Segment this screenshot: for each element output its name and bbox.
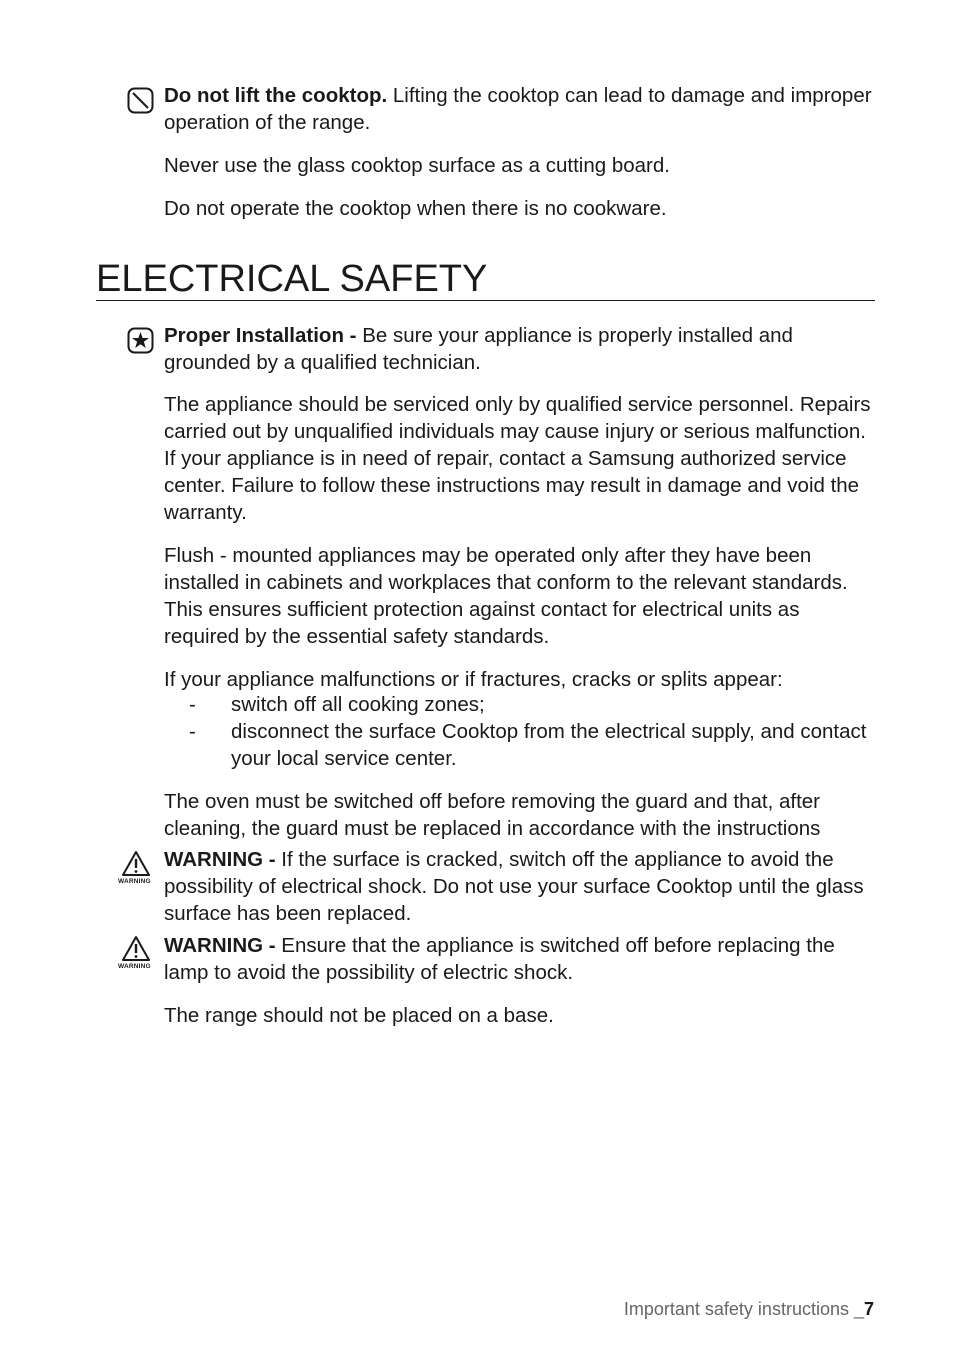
- warning-cracked-note: [164, 846, 876, 927]
- no-cookware-note: [164, 195, 876, 222]
- base-note: [164, 1002, 876, 1029]
- list-item: [164, 691, 876, 718]
- warning-triangle-icon: [121, 850, 151, 877]
- page-number: 7: [863, 1299, 874, 1319]
- installation-text: Be sure your appliance is properly installed and grounded by a qualified technician.: [164, 324, 793, 374]
- warning-cracked-text: If the surface is cracked, switch off the appliance to avoid the possibility of electrical shock. Do not use your surface Cooktop until the glass surface has been replaced.: [164, 848, 864, 925]
- installation-lead: Proper Installation -: [164, 324, 357, 347]
- cutting-board-paragraph: Never use the glass cooktop surface as a cutting board.: [164, 154, 670, 177]
- cutting-board-note: [164, 152, 876, 179]
- malfunction-intro: [164, 666, 876, 693]
- malfunction-intro-paragraph: If your appliance malfunctions or if fractures, cracks or splits appear:: [164, 668, 783, 691]
- service-paragraph: The appliance should be serviced only by qualified service personnel. Repairs carried out by unqualified individuals may cause injury or serious malfunction. If your appliance is in need of repair, contact a Samsung authorized service center. Failure to follow these instructions may result in damage and void the warranty.: [164, 393, 871, 524]
- warning-caption: WARNING: [118, 878, 151, 885]
- list-item-text: switch off all cooking zones;: [231, 693, 485, 716]
- cooktop-lift-note: [164, 82, 876, 136]
- warning-lamp-paragraph: [164, 932, 876, 986]
- list-dash: -: [189, 720, 196, 743]
- installation-paragraph: [164, 322, 876, 376]
- footer-label: Important safety instructions _: [623, 1299, 864, 1319]
- prohibited-icon: [127, 87, 154, 114]
- flush-paragraph: Flush - mounted appliances may be operated only after they have been installed in cabinets and workplaces that conform to the relevant standards. This ensures sufficient protection against contact for electrical units as required by the essential safety standards.: [164, 544, 848, 648]
- list-item-text: disconnect the surface Cooktop from the electrical supply, and contact your local service center.: [231, 720, 867, 770]
- cooktop-lift-paragraph: [164, 82, 876, 136]
- no-cookware-paragraph: Do not operate the cooktop when there is no cookware.: [164, 197, 667, 220]
- cooktop-lift-text: Lifting the cooktop can lead to damage and improper operation of the range.: [164, 84, 872, 134]
- warning-lamp-note: [164, 932, 876, 986]
- warning-cracked-paragraph: [164, 846, 876, 927]
- flush-note: [164, 542, 876, 650]
- malfunction-list: [164, 691, 876, 772]
- cooktop-lift-lead: Do not lift the cooktop.: [164, 84, 388, 107]
- oven-guard-paragraph: The oven must be switched off before removing the guard and that, after cleaning, the guard must be replaced in accordance with the instructions: [164, 790, 821, 840]
- warning-lamp-lead: WARNING -: [164, 934, 276, 957]
- page-footer: [624, 1299, 874, 1320]
- warning-caption: WARNING: [118, 963, 151, 970]
- warning-lamp-text: Ensure that the appliance is switched off before replacing the lamp to avoid the possibility of electric shock.: [164, 934, 835, 984]
- service-note: [164, 391, 876, 526]
- oven-guard-note: [164, 788, 876, 842]
- list-dash: -: [189, 693, 196, 716]
- star-note-icon: [127, 327, 154, 354]
- warning-triangle-icon: [121, 935, 151, 962]
- base-paragraph: The range should not be placed on a base.: [164, 1004, 554, 1027]
- warning-cracked-lead: WARNING -: [164, 848, 276, 871]
- list-item: [164, 718, 876, 772]
- installation-note: [164, 322, 876, 376]
- section-heading: ELECTRICAL SAFETY: [96, 258, 875, 301]
